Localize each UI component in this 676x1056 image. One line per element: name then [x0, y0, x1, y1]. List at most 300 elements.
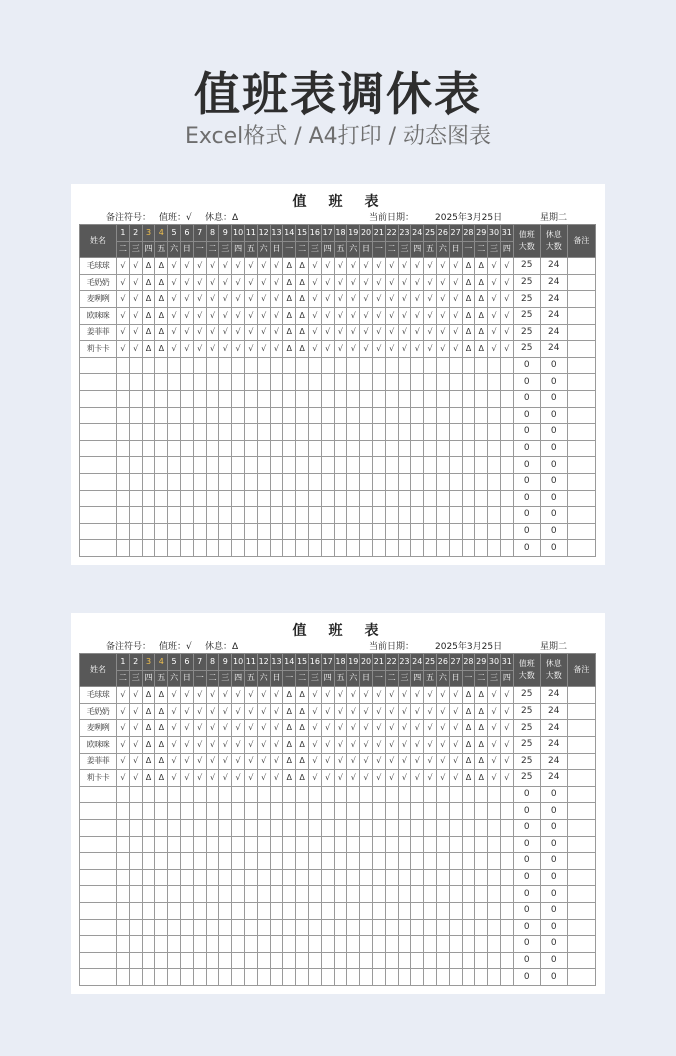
duty-mark-cell[interactable] [129, 507, 142, 524]
duty-mark-cell[interactable] [129, 390, 142, 407]
duty-mark-cell[interactable]: √ [347, 736, 360, 753]
note-cell[interactable] [567, 457, 595, 474]
duty-mark-cell[interactable] [398, 390, 411, 407]
duty-mark-cell[interactable] [155, 374, 168, 391]
duty-mark-cell[interactable]: Δ [475, 687, 488, 704]
employee-name-empty[interactable] [80, 853, 117, 870]
duty-mark-cell[interactable]: √ [385, 753, 398, 770]
duty-mark-cell[interactable] [385, 836, 398, 853]
employee-name-empty[interactable] [80, 803, 117, 820]
duty-mark-cell[interactable] [347, 357, 360, 374]
duty-mark-cell[interactable]: √ [449, 341, 462, 358]
duty-mark-cell[interactable] [296, 936, 309, 953]
duty-mark-cell[interactable] [475, 457, 488, 474]
duty-mark-cell[interactable] [219, 540, 232, 557]
duty-mark-cell[interactable] [411, 357, 424, 374]
duty-mark-cell[interactable] [155, 407, 168, 424]
duty-mark-cell[interactable] [500, 902, 513, 919]
duty-mark-cell[interactable] [424, 952, 437, 969]
duty-mark-cell[interactable] [475, 357, 488, 374]
duty-mark-cell[interactable] [347, 853, 360, 870]
duty-mark-cell[interactable]: √ [398, 341, 411, 358]
duty-mark-cell[interactable]: √ [411, 687, 424, 704]
employee-name[interactable]: 麦咧咧 [80, 291, 117, 308]
duty-mark-cell[interactable] [129, 936, 142, 953]
duty-mark-cell[interactable] [334, 523, 347, 540]
duty-mark-cell[interactable] [321, 473, 334, 490]
duty-mark-cell[interactable] [181, 523, 194, 540]
duty-mark-cell[interactable] [411, 853, 424, 870]
duty-mark-cell[interactable] [232, 819, 245, 836]
duty-mark-cell[interactable]: √ [117, 770, 130, 787]
duty-mark-cell[interactable]: √ [232, 770, 245, 787]
duty-mark-cell[interactable] [296, 473, 309, 490]
duty-mark-cell[interactable] [270, 507, 283, 524]
duty-mark-cell[interactable]: Δ [155, 307, 168, 324]
duty-mark-cell[interactable] [206, 886, 219, 903]
duty-mark-cell[interactable] [372, 357, 385, 374]
duty-mark-cell[interactable]: √ [270, 720, 283, 737]
duty-mark-cell[interactable] [193, 424, 206, 441]
duty-mark-cell[interactable] [462, 540, 475, 557]
duty-mark-cell[interactable]: √ [206, 720, 219, 737]
duty-mark-cell[interactable] [283, 407, 296, 424]
duty-mark-cell[interactable] [206, 902, 219, 919]
duty-mark-cell[interactable]: √ [398, 324, 411, 341]
duty-mark-cell[interactable]: √ [385, 770, 398, 787]
duty-mark-cell[interactable]: Δ [142, 324, 155, 341]
duty-mark-cell[interactable]: √ [372, 258, 385, 275]
duty-mark-cell[interactable]: √ [232, 753, 245, 770]
duty-mark-cell[interactable]: √ [270, 291, 283, 308]
duty-mark-cell[interactable] [117, 952, 130, 969]
duty-mark-cell[interactable]: √ [308, 324, 321, 341]
duty-mark-cell[interactable] [321, 490, 334, 507]
duty-mark-cell[interactable] [475, 853, 488, 870]
duty-mark-cell[interactable] [360, 803, 373, 820]
duty-mark-cell[interactable]: √ [372, 753, 385, 770]
duty-mark-cell[interactable] [142, 803, 155, 820]
duty-mark-cell[interactable]: √ [219, 274, 232, 291]
duty-mark-cell[interactable]: √ [372, 703, 385, 720]
duty-mark-cell[interactable]: √ [334, 341, 347, 358]
duty-mark-cell[interactable]: √ [270, 736, 283, 753]
duty-mark-cell[interactable] [488, 457, 501, 474]
duty-mark-cell[interactable]: √ [360, 307, 373, 324]
duty-mark-cell[interactable] [168, 919, 181, 936]
duty-mark-cell[interactable]: √ [500, 720, 513, 737]
duty-mark-cell[interactable] [347, 523, 360, 540]
duty-mark-cell[interactable] [334, 919, 347, 936]
duty-mark-cell[interactable] [232, 886, 245, 903]
duty-mark-cell[interactable] [308, 936, 321, 953]
duty-mark-cell[interactable] [257, 540, 270, 557]
duty-mark-cell[interactable]: √ [117, 753, 130, 770]
duty-mark-cell[interactable] [257, 786, 270, 803]
duty-mark-cell[interactable]: √ [449, 720, 462, 737]
duty-mark-cell[interactable]: √ [334, 307, 347, 324]
duty-mark-cell[interactable]: Δ [142, 703, 155, 720]
duty-mark-cell[interactable] [283, 836, 296, 853]
duty-mark-cell[interactable]: √ [436, 736, 449, 753]
duty-mark-cell[interactable] [283, 886, 296, 903]
duty-mark-cell[interactable]: √ [488, 687, 501, 704]
duty-mark-cell[interactable] [436, 919, 449, 936]
duty-mark-cell[interactable] [168, 440, 181, 457]
duty-mark-cell[interactable]: √ [168, 736, 181, 753]
duty-mark-cell[interactable]: Δ [296, 687, 309, 704]
duty-mark-cell[interactable] [257, 869, 270, 886]
duty-mark-cell[interactable] [257, 490, 270, 507]
duty-mark-cell[interactable] [129, 886, 142, 903]
duty-mark-cell[interactable]: √ [244, 341, 257, 358]
note-cell[interactable] [567, 523, 595, 540]
note-cell[interactable] [567, 374, 595, 391]
duty-mark-cell[interactable]: √ [244, 753, 257, 770]
note-cell[interactable] [567, 390, 595, 407]
duty-mark-cell[interactable]: √ [181, 258, 194, 275]
duty-mark-cell[interactable] [347, 952, 360, 969]
duty-mark-cell[interactable] [283, 457, 296, 474]
duty-mark-cell[interactable] [360, 836, 373, 853]
duty-mark-cell[interactable] [475, 886, 488, 903]
duty-mark-cell[interactable] [155, 902, 168, 919]
duty-mark-cell[interactable] [462, 786, 475, 803]
duty-mark-cell[interactable] [308, 374, 321, 391]
duty-mark-cell[interactable] [436, 490, 449, 507]
duty-mark-cell[interactable] [398, 836, 411, 853]
employee-name-empty[interactable] [80, 457, 117, 474]
duty-mark-cell[interactable] [385, 886, 398, 903]
duty-mark-cell[interactable]: √ [385, 258, 398, 275]
duty-mark-cell[interactable]: √ [500, 687, 513, 704]
note-cell[interactable] [567, 341, 595, 358]
duty-mark-cell[interactable]: √ [168, 324, 181, 341]
duty-mark-cell[interactable]: √ [347, 274, 360, 291]
duty-mark-cell[interactable] [257, 819, 270, 836]
duty-mark-cell[interactable]: √ [308, 687, 321, 704]
duty-mark-cell[interactable] [232, 803, 245, 820]
note-cell[interactable] [567, 274, 595, 291]
note-cell[interactable] [567, 703, 595, 720]
duty-mark-cell[interactable] [488, 523, 501, 540]
duty-mark-cell[interactable]: √ [372, 687, 385, 704]
duty-mark-cell[interactable] [142, 390, 155, 407]
duty-mark-cell[interactable]: √ [168, 341, 181, 358]
duty-mark-cell[interactable] [244, 390, 257, 407]
duty-mark-cell[interactable]: √ [181, 324, 194, 341]
duty-mark-cell[interactable] [232, 952, 245, 969]
duty-mark-cell[interactable] [117, 357, 130, 374]
duty-mark-cell[interactable]: √ [181, 703, 194, 720]
duty-mark-cell[interactable] [424, 803, 437, 820]
duty-mark-cell[interactable] [296, 457, 309, 474]
duty-mark-cell[interactable] [372, 473, 385, 490]
duty-mark-cell[interactable] [219, 969, 232, 986]
duty-mark-cell[interactable]: √ [360, 291, 373, 308]
duty-mark-cell[interactable] [181, 407, 194, 424]
duty-mark-cell[interactable] [500, 952, 513, 969]
duty-mark-cell[interactable] [360, 819, 373, 836]
duty-mark-cell[interactable]: √ [129, 736, 142, 753]
duty-mark-cell[interactable] [334, 786, 347, 803]
duty-mark-cell[interactable] [142, 374, 155, 391]
duty-mark-cell[interactable] [206, 819, 219, 836]
duty-mark-cell[interactable] [372, 819, 385, 836]
duty-mark-cell[interactable]: √ [500, 703, 513, 720]
duty-mark-cell[interactable] [398, 886, 411, 903]
duty-mark-cell[interactable]: √ [321, 291, 334, 308]
duty-mark-cell[interactable] [372, 424, 385, 441]
duty-mark-cell[interactable] [347, 540, 360, 557]
duty-mark-cell[interactable] [232, 969, 245, 986]
duty-mark-cell[interactable]: √ [424, 341, 437, 358]
duty-mark-cell[interactable]: √ [117, 720, 130, 737]
duty-mark-cell[interactable]: √ [500, 736, 513, 753]
duty-mark-cell[interactable] [129, 540, 142, 557]
duty-mark-cell[interactable] [206, 407, 219, 424]
duty-mark-cell[interactable]: √ [193, 736, 206, 753]
duty-mark-cell[interactable] [206, 786, 219, 803]
duty-mark-cell[interactable]: √ [360, 703, 373, 720]
duty-mark-cell[interactable] [244, 969, 257, 986]
duty-mark-cell[interactable]: √ [321, 307, 334, 324]
duty-mark-cell[interactable]: √ [488, 307, 501, 324]
duty-mark-cell[interactable]: √ [398, 703, 411, 720]
duty-mark-cell[interactable] [449, 523, 462, 540]
duty-mark-cell[interactable] [283, 374, 296, 391]
duty-mark-cell[interactable] [436, 836, 449, 853]
duty-mark-cell[interactable] [129, 853, 142, 870]
duty-mark-cell[interactable] [270, 869, 283, 886]
duty-mark-cell[interactable]: √ [321, 687, 334, 704]
employee-name[interactable]: 欧咪咪 [80, 307, 117, 324]
duty-mark-cell[interactable] [398, 374, 411, 391]
duty-mark-cell[interactable] [488, 786, 501, 803]
duty-mark-cell[interactable] [117, 390, 130, 407]
duty-mark-cell[interactable] [475, 507, 488, 524]
duty-mark-cell[interactable] [462, 457, 475, 474]
duty-mark-cell[interactable] [360, 390, 373, 407]
duty-mark-cell[interactable] [270, 523, 283, 540]
duty-mark-cell[interactable] [321, 407, 334, 424]
duty-mark-cell[interactable] [347, 440, 360, 457]
duty-mark-cell[interactable]: √ [500, 307, 513, 324]
duty-mark-cell[interactable] [270, 457, 283, 474]
duty-mark-cell[interactable] [436, 853, 449, 870]
duty-mark-cell[interactable] [321, 507, 334, 524]
duty-mark-cell[interactable] [424, 490, 437, 507]
duty-mark-cell[interactable] [142, 540, 155, 557]
duty-mark-cell[interactable] [283, 786, 296, 803]
duty-mark-cell[interactable] [475, 786, 488, 803]
duty-mark-cell[interactable]: √ [206, 258, 219, 275]
duty-mark-cell[interactable] [232, 374, 245, 391]
duty-mark-cell[interactable] [206, 853, 219, 870]
duty-mark-cell[interactable]: √ [219, 753, 232, 770]
duty-mark-cell[interactable] [334, 457, 347, 474]
duty-mark-cell[interactable]: √ [436, 274, 449, 291]
duty-mark-cell[interactable]: √ [219, 720, 232, 737]
duty-mark-cell[interactable]: Δ [283, 736, 296, 753]
duty-mark-cell[interactable] [193, 473, 206, 490]
duty-mark-cell[interactable] [398, 803, 411, 820]
duty-mark-cell[interactable] [360, 853, 373, 870]
duty-mark-cell[interactable] [424, 853, 437, 870]
duty-mark-cell[interactable] [181, 936, 194, 953]
duty-mark-cell[interactable]: Δ [283, 753, 296, 770]
duty-mark-cell[interactable]: √ [219, 687, 232, 704]
duty-mark-cell[interactable] [449, 869, 462, 886]
duty-mark-cell[interactable]: √ [411, 341, 424, 358]
duty-mark-cell[interactable]: √ [436, 291, 449, 308]
duty-mark-cell[interactable] [347, 507, 360, 524]
duty-mark-cell[interactable] [155, 390, 168, 407]
duty-mark-cell[interactable]: √ [488, 720, 501, 737]
duty-mark-cell[interactable] [385, 803, 398, 820]
duty-mark-cell[interactable] [117, 540, 130, 557]
duty-mark-cell[interactable] [436, 407, 449, 424]
duty-mark-cell[interactable] [436, 869, 449, 886]
duty-mark-cell[interactable]: Δ [296, 341, 309, 358]
duty-mark-cell[interactable]: √ [219, 324, 232, 341]
duty-mark-cell[interactable] [244, 836, 257, 853]
duty-mark-cell[interactable] [372, 523, 385, 540]
duty-mark-cell[interactable] [308, 819, 321, 836]
duty-mark-cell[interactable] [129, 786, 142, 803]
duty-mark-cell[interactable] [283, 936, 296, 953]
duty-mark-cell[interactable]: √ [270, 258, 283, 275]
duty-mark-cell[interactable] [411, 424, 424, 441]
duty-mark-cell[interactable]: Δ [462, 736, 475, 753]
duty-mark-cell[interactable] [424, 374, 437, 391]
duty-mark-cell[interactable] [142, 407, 155, 424]
duty-mark-cell[interactable] [296, 952, 309, 969]
duty-mark-cell[interactable]: √ [449, 770, 462, 787]
duty-mark-cell[interactable] [398, 869, 411, 886]
duty-mark-cell[interactable]: √ [168, 307, 181, 324]
duty-mark-cell[interactable] [462, 490, 475, 507]
duty-mark-cell[interactable] [193, 440, 206, 457]
employee-name-empty[interactable] [80, 374, 117, 391]
duty-mark-cell[interactable]: √ [181, 687, 194, 704]
duty-mark-cell[interactable] [500, 490, 513, 507]
duty-mark-cell[interactable] [424, 457, 437, 474]
duty-mark-cell[interactable] [117, 424, 130, 441]
duty-mark-cell[interactable] [193, 819, 206, 836]
duty-mark-cell[interactable]: √ [244, 258, 257, 275]
duty-mark-cell[interactable]: √ [193, 291, 206, 308]
employee-name[interactable]: 毛球球 [80, 258, 117, 275]
duty-mark-cell[interactable] [257, 836, 270, 853]
duty-mark-cell[interactable] [360, 357, 373, 374]
duty-mark-cell[interactable] [296, 374, 309, 391]
duty-mark-cell[interactable] [488, 803, 501, 820]
duty-mark-cell[interactable] [270, 803, 283, 820]
duty-mark-cell[interactable] [372, 969, 385, 986]
duty-mark-cell[interactable] [283, 440, 296, 457]
duty-mark-cell[interactable]: √ [385, 291, 398, 308]
duty-mark-cell[interactable] [385, 424, 398, 441]
duty-mark-cell[interactable] [488, 490, 501, 507]
duty-mark-cell[interactable] [206, 390, 219, 407]
duty-mark-cell[interactable]: √ [193, 324, 206, 341]
duty-mark-cell[interactable]: √ [398, 274, 411, 291]
duty-mark-cell[interactable] [219, 836, 232, 853]
duty-mark-cell[interactable]: Δ [142, 341, 155, 358]
duty-mark-cell[interactable] [308, 424, 321, 441]
duty-mark-cell[interactable] [411, 457, 424, 474]
duty-mark-cell[interactable]: √ [424, 274, 437, 291]
duty-mark-cell[interactable] [155, 540, 168, 557]
duty-mark-cell[interactable]: √ [257, 274, 270, 291]
duty-mark-cell[interactable] [257, 390, 270, 407]
duty-mark-cell[interactable] [129, 819, 142, 836]
duty-mark-cell[interactable] [500, 440, 513, 457]
duty-mark-cell[interactable] [308, 919, 321, 936]
duty-mark-cell[interactable]: Δ [155, 274, 168, 291]
employee-name-empty[interactable] [80, 836, 117, 853]
duty-mark-cell[interactable] [385, 869, 398, 886]
duty-mark-cell[interactable] [436, 786, 449, 803]
duty-mark-cell[interactable]: √ [206, 753, 219, 770]
duty-mark-cell[interactable]: √ [232, 341, 245, 358]
duty-mark-cell[interactable] [257, 523, 270, 540]
duty-mark-cell[interactable] [411, 523, 424, 540]
duty-mark-cell[interactable] [462, 357, 475, 374]
duty-mark-cell[interactable] [232, 507, 245, 524]
duty-mark-cell[interactable]: √ [424, 736, 437, 753]
duty-mark-cell[interactable] [500, 374, 513, 391]
duty-mark-cell[interactable]: √ [232, 324, 245, 341]
duty-mark-cell[interactable]: √ [398, 770, 411, 787]
duty-mark-cell[interactable] [424, 836, 437, 853]
duty-mark-cell[interactable]: √ [436, 703, 449, 720]
duty-mark-cell[interactable] [232, 457, 245, 474]
duty-mark-cell[interactable]: √ [398, 687, 411, 704]
duty-mark-cell[interactable] [462, 886, 475, 903]
note-cell[interactable] [567, 307, 595, 324]
duty-mark-cell[interactable]: Δ [475, 291, 488, 308]
duty-mark-cell[interactable] [219, 869, 232, 886]
duty-mark-cell[interactable] [257, 886, 270, 903]
duty-mark-cell[interactable]: √ [181, 770, 194, 787]
duty-mark-cell[interactable] [475, 902, 488, 919]
duty-mark-cell[interactable] [488, 853, 501, 870]
duty-mark-cell[interactable] [449, 819, 462, 836]
duty-mark-cell[interactable] [372, 507, 385, 524]
duty-mark-cell[interactable] [257, 457, 270, 474]
duty-mark-cell[interactable] [424, 473, 437, 490]
duty-mark-cell[interactable]: Δ [296, 258, 309, 275]
duty-mark-cell[interactable] [296, 869, 309, 886]
duty-mark-cell[interactable] [462, 523, 475, 540]
duty-mark-cell[interactable]: √ [181, 736, 194, 753]
duty-mark-cell[interactable] [334, 540, 347, 557]
duty-mark-cell[interactable] [321, 902, 334, 919]
duty-mark-cell[interactable] [372, 952, 385, 969]
duty-mark-cell[interactable] [436, 819, 449, 836]
duty-mark-cell[interactable]: √ [398, 307, 411, 324]
duty-mark-cell[interactable] [424, 390, 437, 407]
duty-mark-cell[interactable]: √ [232, 291, 245, 308]
duty-mark-cell[interactable]: √ [308, 770, 321, 787]
duty-mark-cell[interactable] [181, 374, 194, 391]
employee-name-empty[interactable] [80, 424, 117, 441]
duty-mark-cell[interactable] [181, 836, 194, 853]
duty-mark-cell[interactable] [270, 919, 283, 936]
duty-mark-cell[interactable]: √ [232, 258, 245, 275]
